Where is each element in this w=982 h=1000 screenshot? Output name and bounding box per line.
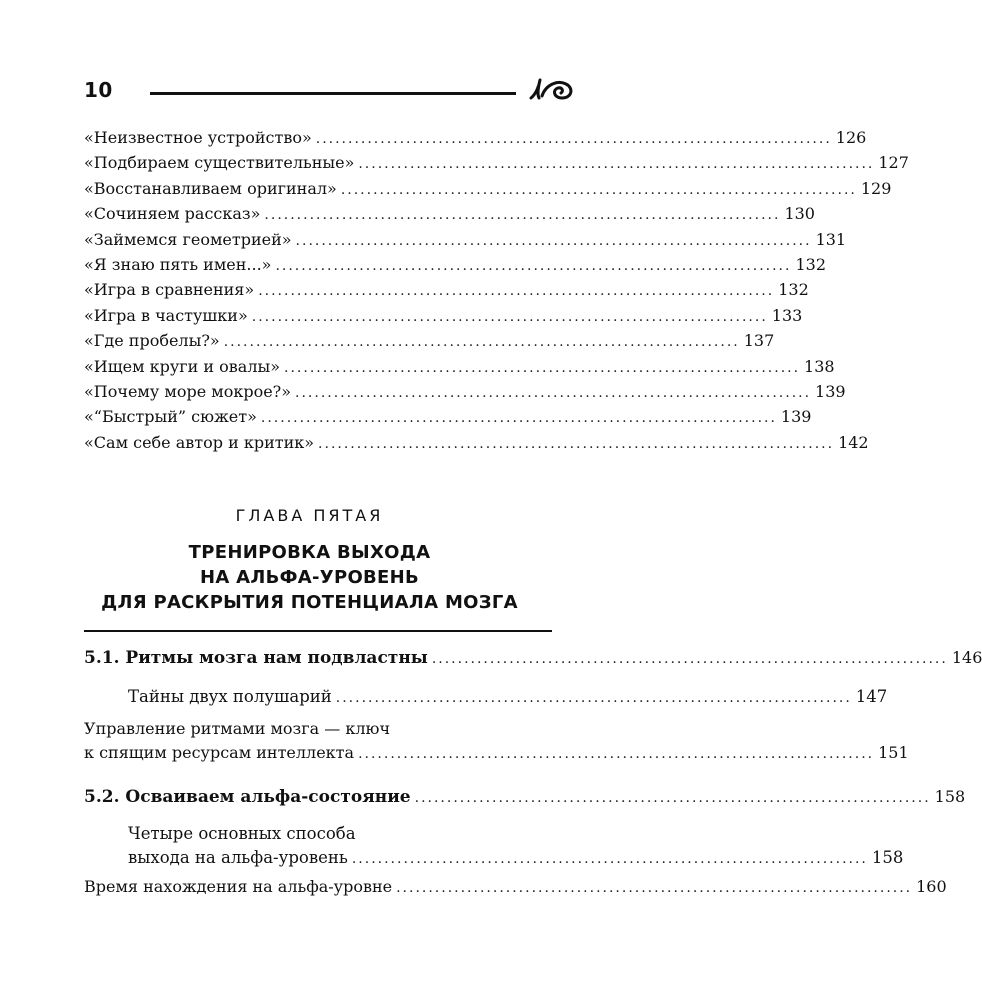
toc-leader: ................................................................................ xyxy=(284,359,801,376)
toc-leader: ................................................................................ xyxy=(396,880,913,896)
toc-list-top xyxy=(84,126,909,456)
chapter-rule xyxy=(84,630,552,632)
toc-row[interactable] xyxy=(84,202,815,227)
toc-subsection[interactable] xyxy=(128,822,904,871)
toc-page: 146 xyxy=(951,648,982,667)
toc-page: 137 xyxy=(743,331,775,351)
toc-title: «Игра в частушки» xyxy=(84,305,248,325)
toc-title: «Игра в сравнения» xyxy=(84,280,255,300)
toc-row[interactable] xyxy=(128,846,904,871)
swirl-ornament-icon xyxy=(528,76,576,102)
toc-title: «Займемся геометрией» xyxy=(84,229,292,249)
toc-title: «Восстанавливаем оригинал» xyxy=(84,178,337,198)
toc-title: Время нахождения на альфа-уровне xyxy=(84,877,393,896)
toc-row[interactable] xyxy=(84,329,775,354)
toc-title: к спящим ресурсам интеллекта xyxy=(84,743,355,762)
toc-row[interactable] xyxy=(84,380,846,405)
toc-leader: ................................................................................ xyxy=(318,435,835,452)
toc-title-line: Четыре основных способа xyxy=(128,824,356,843)
toc-page: 131 xyxy=(815,229,847,249)
toc-leader: ................................................................................ xyxy=(264,207,781,224)
toc-page: 132 xyxy=(778,280,809,300)
toc-leader: ................................................................................ xyxy=(358,156,875,173)
toc-page: 138 xyxy=(804,356,835,376)
toc-leader: ................................................................................ xyxy=(275,258,792,275)
toc-page: 158 xyxy=(934,787,966,806)
header-rule xyxy=(150,92,516,95)
toc-title: «Сочиняем рассказ» xyxy=(84,204,261,224)
toc-title: выхода на альфа-уровень xyxy=(128,848,348,867)
toc-row[interactable] xyxy=(84,126,867,151)
toc-leader: ................................................................................ xyxy=(258,283,775,300)
toc-title-line: Управление ритмами мозга — ключ xyxy=(84,719,391,738)
toc-row[interactable] xyxy=(84,875,947,900)
toc-leader: ................................................................................ xyxy=(358,746,875,762)
toc-leader: ................................................................................ xyxy=(223,334,740,351)
toc-subsection[interactable] xyxy=(84,875,947,900)
toc-row[interactable] xyxy=(84,785,966,810)
toc-title: «Ищем круги и овалы» xyxy=(84,356,281,376)
toc-leader: ................................................................................ xyxy=(260,410,777,427)
toc-title: 5.1. Ритмы мозга нам подвластны xyxy=(84,648,428,668)
chapter-label: ГЛАВА ПЯТАЯ xyxy=(235,506,384,525)
page-number: 10 xyxy=(84,78,113,102)
toc-section-5-2[interactable] xyxy=(84,785,966,810)
toc-leader: ................................................................................ xyxy=(431,651,948,667)
toc-page: 158 xyxy=(871,848,904,867)
toc-title: «Подбираем существительные» xyxy=(84,153,355,173)
toc-row[interactable] xyxy=(84,278,809,303)
toc-row[interactable] xyxy=(84,405,812,430)
toc-page: 139 xyxy=(815,382,846,402)
toc-leader: ................................................................................ xyxy=(295,232,812,249)
toc-page: 133 xyxy=(771,305,803,325)
toc-row[interactable] xyxy=(84,177,892,202)
toc-row[interactable] xyxy=(128,685,888,710)
toc-leader: ................................................................................ xyxy=(251,308,768,325)
toc-leader: ................................................................................ xyxy=(335,690,852,706)
toc-leader: ................................................................................ xyxy=(295,385,812,402)
toc-row[interactable] xyxy=(84,304,803,329)
toc-row[interactable] xyxy=(84,151,909,176)
chapter-title-line: ТРЕНИРОВКА ВЫХОДА xyxy=(188,542,431,563)
toc-page: 130 xyxy=(784,204,815,224)
toc-leader: ................................................................................ xyxy=(340,181,857,198)
toc-leader: ................................................................................ xyxy=(315,131,832,147)
toc-title: «Неизвестное устройство» xyxy=(84,128,312,147)
toc-page: 160 xyxy=(916,877,947,896)
toc-page: 127 xyxy=(878,153,909,173)
toc-title: «“Быстрый” сюжет» xyxy=(84,407,257,427)
toc-row[interactable] xyxy=(84,646,982,671)
chapter-title-line: ДЛЯ РАСКРЫТИЯ ПОТЕНЦИАЛА МОЗГА xyxy=(101,592,518,613)
toc-title: «Сам себе автор и критик» xyxy=(84,432,315,452)
toc-title: 5.2. Осваиваем альфа-состояние xyxy=(84,787,411,807)
toc-row[interactable] xyxy=(84,741,909,766)
toc-row[interactable] xyxy=(84,253,826,278)
toc-page: 139 xyxy=(780,407,812,427)
toc-leader: ................................................................................ xyxy=(351,851,868,867)
toc-title: «Я знаю пять имен...» xyxy=(84,255,272,275)
toc-subsection[interactable] xyxy=(84,717,909,766)
toc-title: «Почему море мокрое?» xyxy=(84,382,292,402)
page-header xyxy=(0,0,619,110)
toc-section-5-1[interactable] xyxy=(84,646,982,671)
toc-page: 142 xyxy=(838,432,869,452)
toc-row[interactable] xyxy=(84,431,869,456)
toc-title: Тайны двух полушарий xyxy=(128,687,332,706)
toc-row[interactable] xyxy=(84,228,847,253)
toc-page: 126 xyxy=(835,128,867,147)
toc-page: 132 xyxy=(795,255,826,275)
toc-page: 147 xyxy=(855,687,888,706)
toc-title: «Где пробелы?» xyxy=(84,331,220,351)
toc-page: 129 xyxy=(860,178,892,198)
toc-page: 151 xyxy=(878,743,909,762)
chapter-title xyxy=(0,540,619,615)
toc-leader: ................................................................................ xyxy=(414,790,931,806)
toc-subsection[interactable] xyxy=(128,685,888,710)
toc-row[interactable] xyxy=(84,355,835,380)
chapter-title-line: НА АЛЬФА-УРОВЕНЬ xyxy=(199,567,420,588)
